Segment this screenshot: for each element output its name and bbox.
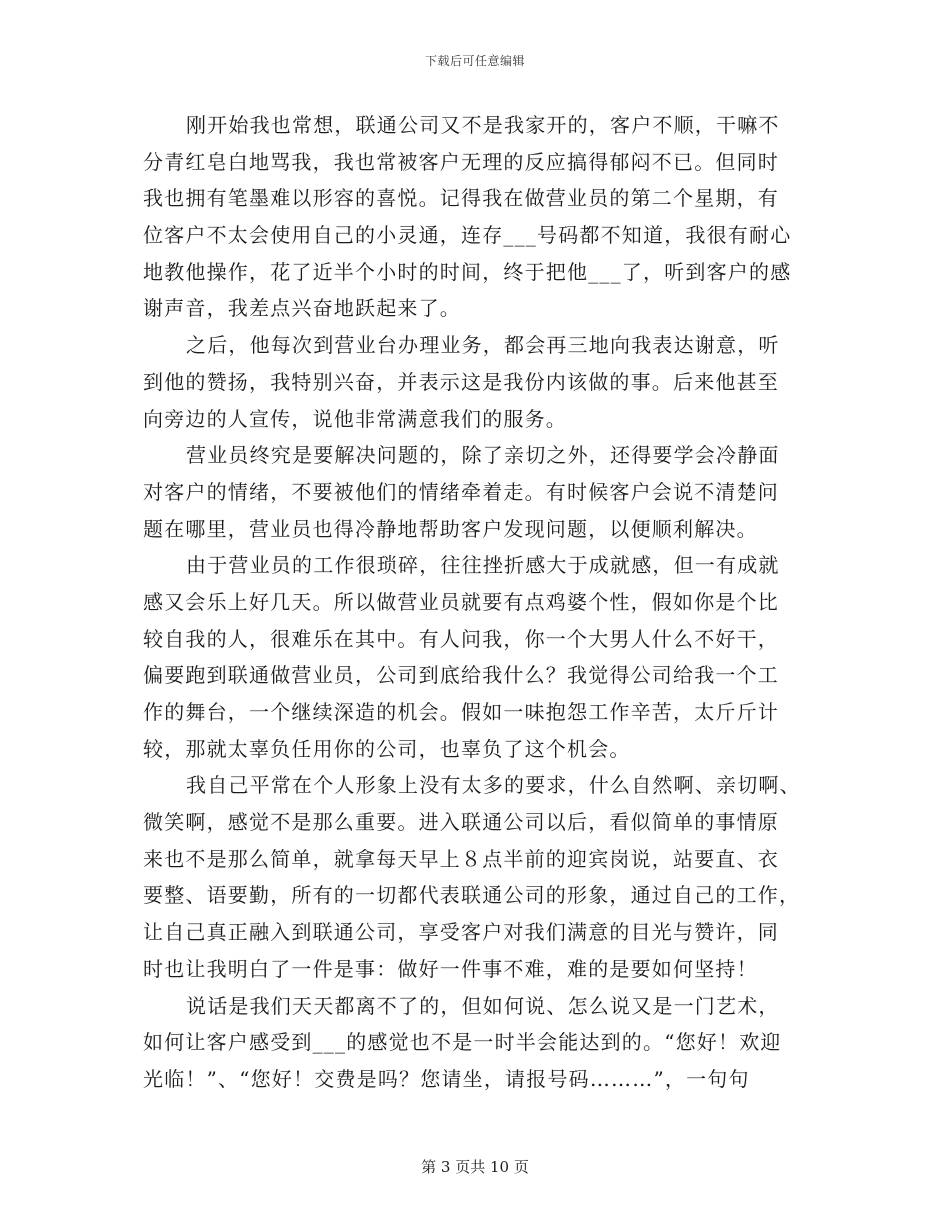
text-line: 刚开始我也常想，联通公司又不是我家开的，客户不顺，干嘛不 [186,113,780,137]
page-header: 下载后可任意编辑 [424,54,525,68]
text-line: 对客户的情绪，不要被他们的情绪牵着走。有时候客户会说不清楚问 [143,479,779,504]
text-line: 光临！”、“您好！交费是吗？您请坐，请报号码………”，一句句 [143,1066,750,1091]
text-line: 营业员终究是要解决问题的，除了亲切之外，还得要学会冷静面 [186,443,780,468]
text-line: 我自己平常在个人形象上没有太多的要求，什么自然啊、亲切啊、 [186,773,801,798]
text-line: 作的舞台，一个继续深造的机会。假如一味抱怨工作辛苦，太斤斤计 [143,700,779,724]
text-line: 微笑啊，感觉不是那么重要。进入联通公司以后，看似简单的事情原 [143,810,779,835]
text-line: 较，那就太辜负任用你的公司，也辜负了这个机会。 [143,736,631,761]
text-line: 由于营业员的工作很琐碎，往往挫折感大于成就感，但一有成就 [186,553,780,578]
text-line: 之后，他每次到营业台办理业务，都会再三地向我表达谢意，听 [186,333,780,358]
text-line: 分青红皂白地骂我，我也常被客户无理的反应搞得郁闷不已。但同时 [143,149,779,174]
text-line: 偏要跑到联通做营业员，公司到底给我什么？我觉得公司给我一个工 [143,663,779,688]
text-line: 说话是我们天天都离不了的，但如何说、怎么说又是一门艺术， [186,993,780,1018]
text-line: 如何让客户感受到___的感觉也不是一时半会能达到的。“您好！欢迎 [143,1030,782,1055]
text-line: 到他的赞扬，我特别兴奋，并表示这是我份内该做的事。后来他甚至 [143,369,779,394]
text-line: 让自己真正融入到联通公司，享受客户对我们满意的目光与赞许，同 [143,920,779,945]
text-line: 我也拥有笔墨难以形容的喜悦。记得我在做营业员的第二个星期，有 [143,186,779,211]
text-line: 向旁边的人宣传，说他非常满意我们的服务。 [143,406,567,431]
body-text [143,107,803,1098]
text-line: 较自我的人，很难乐在其中。有人问我，你一个大男人什么不好干， [143,626,779,651]
text-line: 来也不是那么简单，就拿每天早上８点半前的迎宾岗说，站要直、衣 [143,846,779,871]
text-line: 题在哪里，营业员也得冷静地帮助客户发现问题，以便顺利解决。 [143,516,758,541]
text-line: 感又会乐上好几天。所以做营业员就要有点鸡婆个性，假如你是个比 [143,589,779,614]
text-line: 时也让我明白了一件是事：做好一件事不难，难的是要如何坚持！ [143,956,758,981]
page-footer: 第 3 页共 10 页 [421,1158,529,1176]
text-line: 地教他操作，花了近半个小时的时间，终于把他___了，听到客户的感 [143,259,792,284]
text-line: 要整、语要勤，所有的一切都代表联通公司的形象，通过自己的工作， [143,883,801,908]
text-line: 位客户不太会使用自己的小灵通，连存___号码都不知道，我很有耐心 [143,223,792,248]
text-line: 谢声音，我差点兴奋地跃起来了。 [143,296,461,321]
